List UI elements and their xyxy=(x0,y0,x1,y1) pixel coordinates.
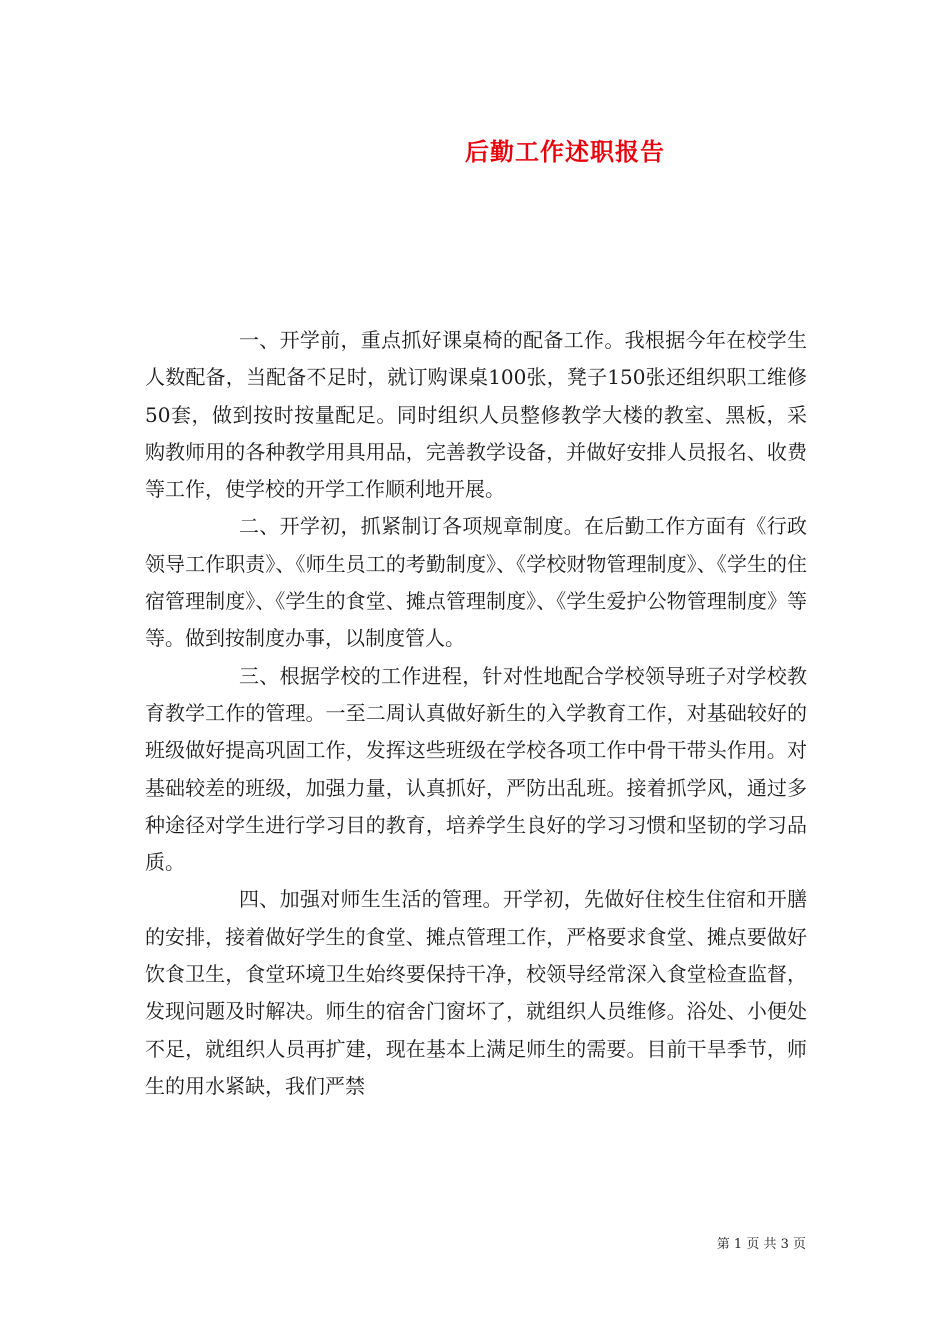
paragraph-4: 四、加强对师生生活的管理。开学初，先做好住校生住宿和开膳的安排，接着做好学生的食堂、摊点管理工作，严格要求食堂、摊点要做好饮食卫生，食堂环境卫生始终要保持干净，校领导经常深入食堂检查监督，发现问题及时解决。师生的宿舍门窗坏了，就组织人员维修。浴处、小便处不足，就组织人员再扩建，现在基本上满足师生的需要。目前干旱季节，师生的用水紧缺，我们严禁 xyxy=(145,887,807,1098)
document-body xyxy=(145,322,807,1105)
document-title: 后勤工作述职报告 xyxy=(465,137,665,166)
paragraph-1: 一、开学前，重点抓好课桌椅的配备工作。我根据今年在校学生人数配备，当配备不足时，就订购课桌100张，凳子150张还组织职工维修50套，做到按时按量配足。同时组织人员整修教学大楼的教室、黑板，采购教师用的各种教学用具用品，完善教学设备，并做好安排人员报名、收费等工作，使学校的开学工作顺利地开展。 xyxy=(145,328,807,502)
paragraph-2: 二、开学初，抓紧制订各项规章制度。在后勤工作方面有《行政领导工作职责》、《师生员工的考勤制度》、《学校财物管理制度》、《学生的住宿管理制度》、《学生的食堂、摊点管理制度》、《学生爱护公物管理制度》等等。做到按制度办事，以制度管人。 xyxy=(145,514,807,651)
page-footer: 第 1 页 共 3 页 xyxy=(716,1237,806,1252)
paragraph-3: 三、根据学校的工作进程，针对性地配合学校领导班子对学校教育教学工作的管理。一至二周认真做好新生的入学教育工作，对基础较好的班级做好提高巩固工作，发挥这些班级在学校各项工作中骨干带头作用。对基础较差的班级，加强力量，认真抓好，严防出乱班。接着抓学风，通过多种途径对学生进行学习目的教育，培养学生良好的学习习惯和坚韧的学习品质。 xyxy=(145,663,807,875)
